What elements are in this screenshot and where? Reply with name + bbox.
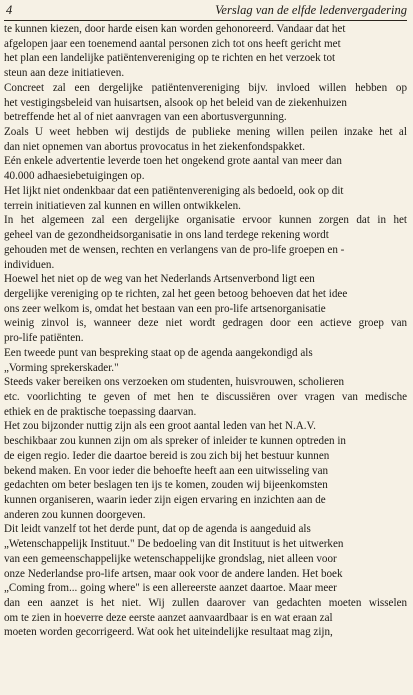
text-line: dan een aanzet is het niet. Wij zullen daarover van gedachten moeten wisselen bbox=[4, 597, 407, 610]
text-line: Een tweede punt van bespreking staat op de agenda aangekondigd als bbox=[4, 346, 313, 359]
text-line: steun aan deze initiatieven. bbox=[4, 67, 125, 80]
text-line: Hoewel het niet op de weg van het Nederlands Artsenverbond ligt een bbox=[4, 273, 315, 286]
text-line: moeten worden gecorrigeerd. Wat ook het uiteindelijke resultaat mag zijn, bbox=[4, 626, 333, 639]
text-line: In het algemeen zal een dergelijke organisatie ervoor kunnen zorgen dat in het bbox=[4, 214, 407, 227]
page-header bbox=[4, 2, 407, 21]
text-line: pro-life patiënten. bbox=[4, 332, 84, 345]
text-line: te kunnen kiezen, door harde eisen kan worden gehonoreerd. Vandaar dat het bbox=[4, 23, 346, 35]
text-line: anderen zou kunnen doorgeven. bbox=[4, 508, 146, 521]
text-line: gedachten om beter beslagen ten ijs te komen, zouden wij bijeenkomsten bbox=[4, 479, 328, 492]
text-line: bekend maken. En voor ieder die behoefte heeft aan een uitwisseling van bbox=[4, 464, 329, 477]
text-line: Het lijkt niet ondenkbaar dat een patiëntenvereniging als bedoeld, ook op dit bbox=[4, 184, 344, 197]
running-title: Verslag van de elfde ledenvergadering bbox=[215, 3, 407, 17]
text-line: betreffende het al of niet aanvragen van een abortusvergunning. bbox=[4, 111, 287, 124]
text-line: individuen. bbox=[4, 258, 55, 271]
page-number: 4 bbox=[6, 3, 13, 17]
text-line: ethiek en de praktische toepassing daarvan. bbox=[4, 405, 197, 418]
text-line: weinig zinvol is, wanneer deze niet wordt gedragen door een actieve groep van bbox=[4, 317, 407, 330]
text-line: beschikbaar zou kunnen zijn om als spreker of inleider te kunnen optreden in bbox=[4, 435, 346, 448]
text-line: kunnen organiseren, waarin ieder zijn eigen ervaring en inzichten aan de bbox=[4, 494, 326, 506]
text-line: Eén enkele advertentie leverde toen het ongekend grote aantal van meer dan bbox=[4, 155, 342, 168]
text-line: Zoals U weet hebben wij destijds de publieke mening willen peilen inzake het al bbox=[4, 126, 407, 139]
text-line: „Vorming sprekerskader." bbox=[4, 361, 119, 374]
text-line: dan niet opnemen van abortus provocatus in het ziekenfondspakket. bbox=[4, 140, 305, 153]
text-line: het plan een landelijke patiëntenvereniging op te richten en het verzoek tot bbox=[4, 52, 336, 65]
text-line: „Wetenschappelijk Instituut." De bedoeling van dit Instituut is het uitwerken bbox=[4, 538, 344, 551]
text-line: Steeds vaker bereiken ons verzoeken om studenten, huisvrouwen, scholieren bbox=[4, 376, 345, 389]
text-line: om te zien in hoeverre deze eerste aanzet aanvaardbaar is en wat eraan zal bbox=[4, 611, 333, 624]
text-line: geheel van de gezondheidsorganisatie in ons land terdege rekening wordt bbox=[4, 229, 329, 242]
text-line: 40.000 adhaesiebetuigingen op. bbox=[4, 170, 145, 183]
text-line: Concreet zal een dergelijke patiëntenvereniging bijv. invloed willen hebben op bbox=[4, 81, 407, 94]
text-line: gehouden met de wensen, rechten en verlangens van de pro-life groepen en - bbox=[4, 243, 345, 256]
text-line: van een gemeenschappelijke wetenschappelijke grondslag, niet alleen voor bbox=[4, 552, 337, 565]
text-line: ons zeer welkom is, omdat het bestaan van een pro-life artsenorganisatie bbox=[4, 302, 326, 315]
text-line: terrein initiatieven zal kunnen en willen ontwikkelen. bbox=[4, 199, 241, 212]
text-line: Dit leidt vanzelf tot het derde punt, dat op de agenda is aangeduid als bbox=[4, 523, 311, 536]
text-line: afgelopen jaar een toenemend aantal personen zich tot ons heeft gericht met bbox=[4, 37, 341, 50]
text-line: „Coming from... going where" is een allereerste aanzet daartoe. Maar meer bbox=[4, 582, 337, 595]
text-line: onze Nederlandse pro-life artsen, maar ook voor de andere landen. Het boek bbox=[4, 567, 343, 580]
text-line: etc. voorlichting te geven of met hen te discussiëren over vragen van medische bbox=[4, 390, 407, 403]
text-line: Het zou bijzonder nuttig zijn als een groot aantal leden van het N.A.V. bbox=[4, 420, 316, 433]
text-line: het vestigingsbeleid van huisartsen, alsook op het beleid van de ziekenhuizen bbox=[4, 96, 347, 109]
text-line: dergelijke vereniging op te richten, zal het geen betoog behoeven dat het idee bbox=[4, 287, 348, 300]
body-text bbox=[4, 22, 407, 694]
text-line: de eigen regio. Ieder die daartoe bereid is zou zich bij het bestuur kunnen bbox=[4, 449, 330, 462]
